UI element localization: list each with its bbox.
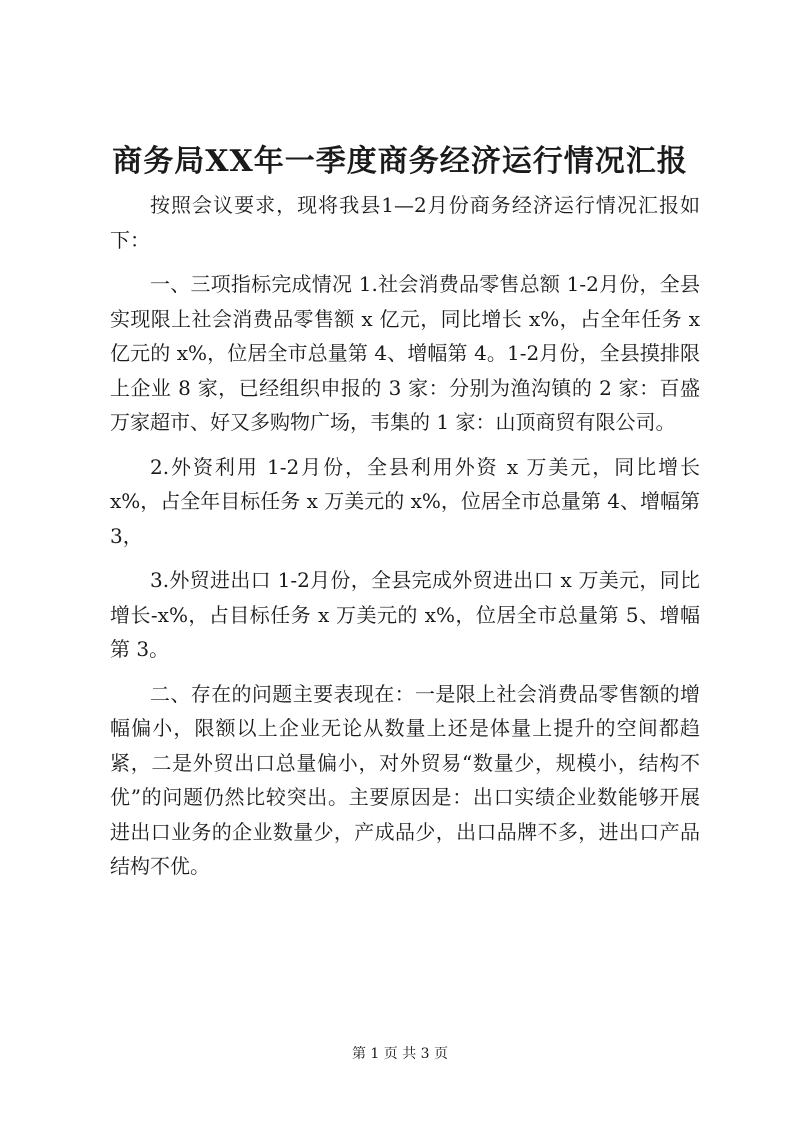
page-number-footer: 第 1 页 共 3 页	[351, 1046, 449, 1062]
document-body	[110, 188, 700, 894]
document-title: 商务局XX年一季度商务经济运行情况汇报	[112, 144, 688, 179]
paragraph-foreign-trade: 3.外贸进出口 1-2月份，全县完成外贸进出口 x 万美元，同比增长-x%，占目标任务 x 万美元的 x%，位居全市总量第 5、增幅第 3。	[110, 568, 700, 661]
paragraph-indicators-retail: 一、三项指标完成情况 1.社会消费品零售总额 1-2月份，全县实现限上社会消费品零售额 x 亿元，同比增长 x%，占全年任务 x 亿元的 x%，位居全市总量第 4、增幅第 4。1-2月份，全县摸排限上企业 8 家，已经组织申报的 3 家：分别为渔沟镇的 2 家：百盛万家超市、好又多购物广场，韦集的 1 家：山顶商贸有限公司。	[110, 272, 700, 434]
paragraph-problems: 二、存在的问题主要表现在：一是限上社会消费品零售额的增幅偏小，限额以上企业无论从数量上还是体量上提升的空间都趋紧，二是外贸出口总量偏小，对外贸易“数量少，规模小，结构不优”的问题仍然比较突出。主要原因是：出口实绩企业数能够开展进出口业务的企业数量少，产成品少，出口品牌不多，进出口产品结构不优。	[110, 681, 700, 878]
paragraph-intro: 按照会议要求，现将我县1—2月份商务经济运行情况汇报如下：	[110, 193, 700, 252]
paragraph-foreign-investment: 2.外资利用 1-2月份，全县利用外资 x 万美元，同比增长 x%，占全年目标任务 x 万美元的 x%，位居全市总量第 4、增幅第 3，	[110, 454, 700, 548]
